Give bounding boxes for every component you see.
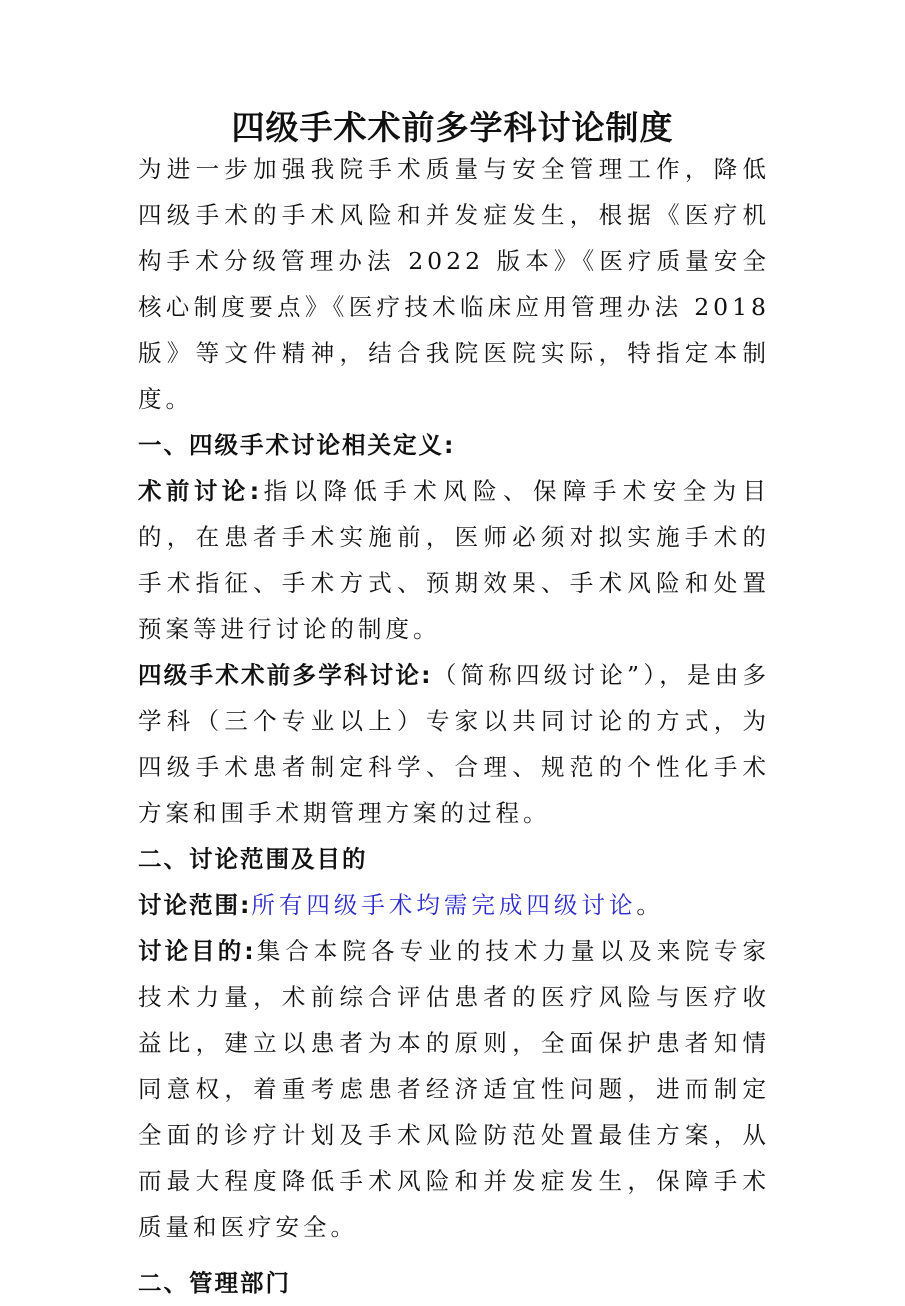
- purpose-term: 讨论目的:: [138, 937, 256, 965]
- section-heading-management: 二、管理部门: [138, 1269, 291, 1297]
- scope-text: 所有四级手术均需完成四级讨论: [251, 891, 637, 919]
- definition-text: 指以降低手术风险、保障手术安全为目的，在患者手术实施前，医师必须对拟实施手术的手术指征、手术方式、预期效果、手术风险和处置预案等进行讨论的制度。: [138, 477, 771, 643]
- definition-text: （简称四级讨论”），是由多学科（三个专业以上）专家以共同讨论的方式，为四级手术患者制定科学、合理、规范的个性化手术方案和围手术期管理方案的过程。: [138, 661, 770, 827]
- document-body: [138, 146, 770, 1306]
- section-heading-definitions: 一、四级手术讨论相关定义:: [138, 431, 456, 459]
- scope-paragraph: [138, 882, 770, 928]
- definition-mdt-discussion: [138, 652, 770, 836]
- definition-preop-discussion: [138, 468, 770, 652]
- definition-term: 术前讨论:: [138, 477, 262, 505]
- intro-paragraph: 为进一步加强我院手术质量与安全管理工作，降低四级手术的手术风险和并发症发生，根据《医疗机构手术分级管理办法 2022 版本》《医疗质量安全核心制度要点》《医疗技术临床应用管理办法 2018 版》等文件精神，结合我院医院实际，特指定本制度。: [138, 155, 770, 413]
- document-title: 四级手术术前多学科讨论制度: [231, 108, 674, 147]
- purpose-text: 集合本院各专业的技术力量以及来院专家技术力量，术前综合评估患者的医疗风险与医疗收益比，建立以患者为本的原则，全面保护患者知情同意权，着重考虑患者经济适宜性问题，进而制定全面的诊疗计划及手术风险防范处置最佳方案，从而最大程度降低手术风险和并发症发生，保障手术质量和医疗安全。: [138, 937, 770, 1241]
- scope-term: 讨论范围:: [138, 891, 252, 919]
- definition-term: 四级手术术前多学科讨论:: [138, 661, 433, 689]
- scope-end: 。: [636, 891, 664, 919]
- section-heading-scope-purpose: 二、讨论范围及目的: [138, 845, 368, 873]
- purpose-paragraph: [138, 928, 770, 1250]
